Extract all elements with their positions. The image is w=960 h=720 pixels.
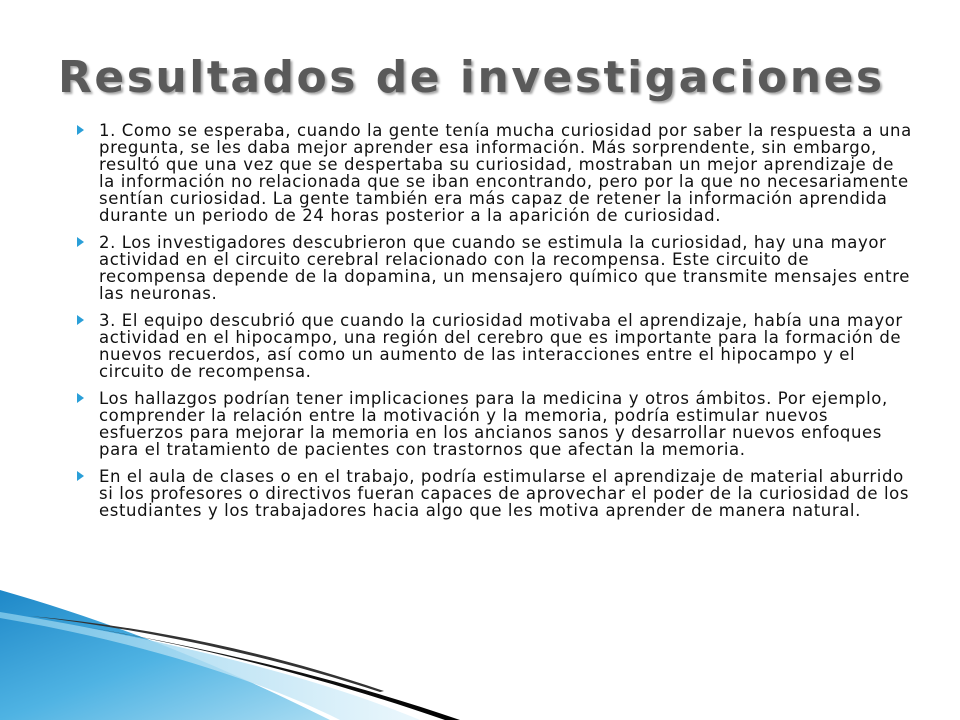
arrow-right-icon [77, 315, 84, 325]
bullet-text: En el aula de clases o en el trabajo, podría estimularse el aprendizaje de material aburrido si los profesores o directivos fueran capaces de aprovechar el poder de la curiosidad de los estudiantes y los trabajadores hacia algo que les motiva aprender de manera natural. [99, 467, 910, 520]
arrow-right-icon [77, 393, 84, 403]
blue-wedge [0, 590, 330, 720]
bullet-text: Los hallazgos podrían tener implicaciones para la medicina y otros ámbitos. Por ejemplo, comprender la relación entre la motivación y la memoria, podría estimular nuevos esfuerzos para mejorar la memoria en los ancianos sanos y desarrollar nuevos enfoques para el tratamiento de pacientes con trastornos que afectan la memoria. [99, 389, 888, 459]
slide-title: Resultados de investigaciones [58, 52, 885, 103]
bullet-list [73, 122, 913, 529]
decorative-swoosh [0, 560, 960, 720]
arrow-right-icon [77, 471, 84, 481]
bullet-text: 2. Los investigadores descubrieron que cuando se estimula la curiosidad, hay una mayor actividad en el circuito cerebral relacionado con la recompensa. Este circuito de recompensa depende de la dopamina, un mensajero químico que transmite mensajes entre las neuronas. [99, 233, 911, 303]
arrow-right-icon [77, 125, 84, 135]
arrow-right-icon [77, 237, 84, 247]
bullet-item [73, 468, 913, 519]
bullet-item [73, 390, 913, 458]
bullet-item [73, 234, 913, 302]
bullet-item [73, 122, 913, 224]
bullet-text: 1. Como se esperaba, cuando la gente tenía mucha curiosidad por saber la respuesta a una pregunta, se les daba mejor aprender esa información. Más sorprendente, sin embargo, resultó que una vez que se despertaba su curiosidad, mostraban un mejor aprendizaje de la información no relacionada que se iban encontrando, pero por la que no necesariamente sentían curiosidad. La gente también era más capaz de retener la información aprendida durante un periodo de 24 horas posterior a la aparición de curiosidad. [99, 121, 912, 225]
bullet-text: 3. El equipo descubrió que cuando la curiosidad motivaba el aprendizaje, había una mayor actividad en el hipocampo, una región del cerebro que es importante para la formación de nuevos recuerdos, así como un aumento de las interacciones entre el hipocampo y el circuito de recompensa. [99, 311, 903, 381]
bullet-item [73, 312, 913, 380]
